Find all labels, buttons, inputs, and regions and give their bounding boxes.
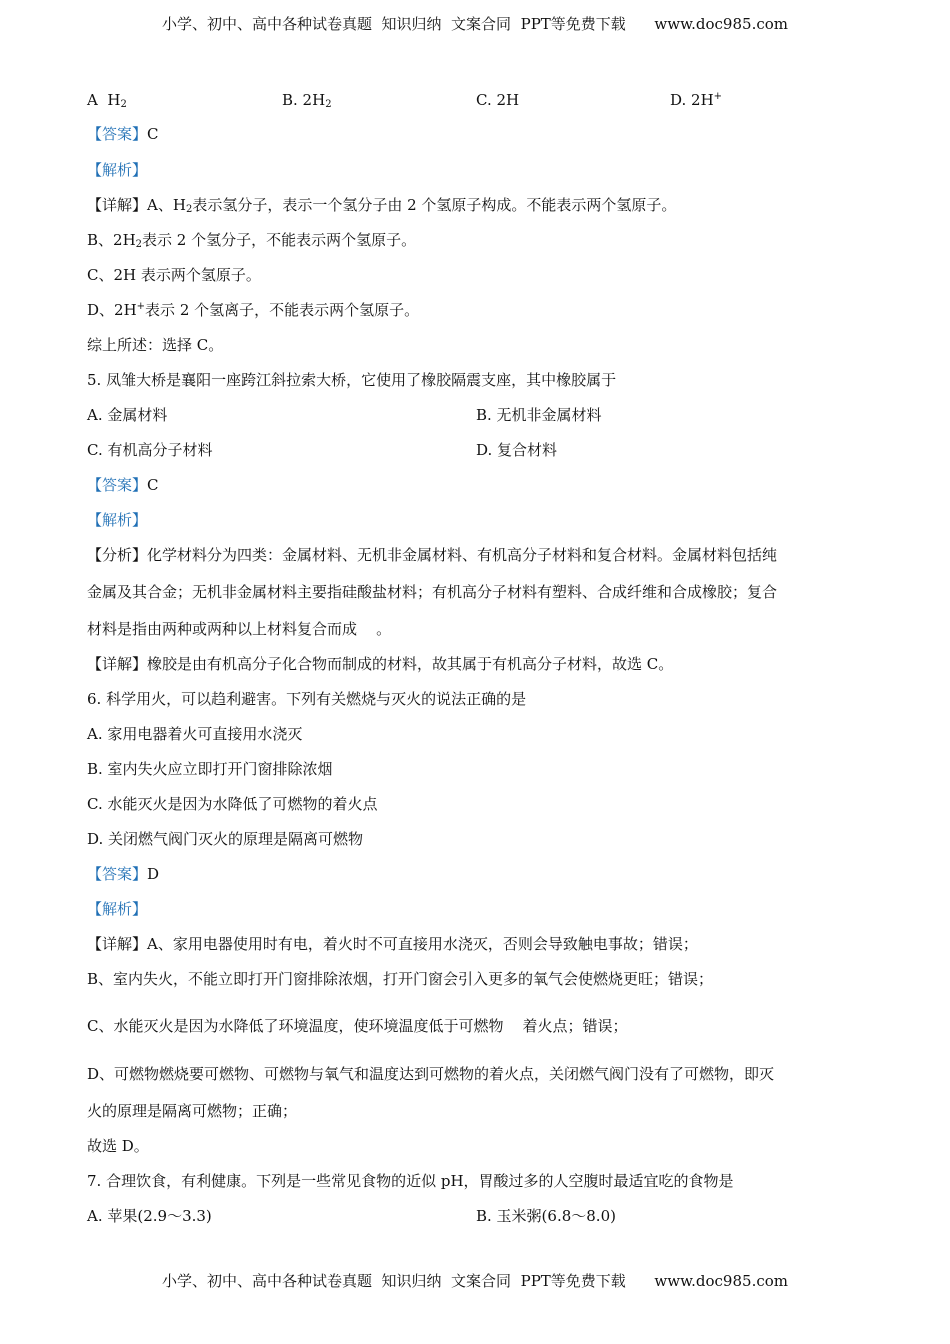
q5-option-c: C. 有机高分子材料 (87, 441, 213, 459)
q5-option-d: D. 复合材料 (476, 441, 558, 459)
q4-option-a-label: A H (87, 91, 121, 109)
q4-option-b-sub: 2 (325, 99, 332, 110)
q5-analysis-heading (87, 510, 147, 530)
q4-detail-c: C、2H 表示两个氢原子。 (87, 266, 261, 284)
detail-tag: 【详解】 (87, 196, 148, 214)
q6-detail-d2: 火的原理是隔离可燃物；正确； (87, 1102, 298, 1120)
q4-detail-d (87, 300, 419, 320)
answer-tag: 【答案】 (87, 476, 148, 494)
q5-detail-text: 橡胶是由有机高分子化合物而制成的材料，故其属于有机高分子材料，故选 C。 (147, 655, 674, 673)
analysis-tag: 【解析】 (87, 511, 148, 529)
q5-detail (87, 654, 673, 674)
page-footer: 小学、初中、高中各种试卷真题 知识归纳 文案合同 PPT等免费下载 www.doc985.com (161, 1272, 788, 1290)
analysis-tag: 【解析】 (87, 900, 148, 918)
q6-option-a: A. 家用电器着火可直接用水浇灭 (87, 725, 303, 743)
q4-detail-b-post: 表示 2 个氢分子，不能表示两个氢原子。 (142, 231, 417, 249)
q7-stem: 7. 合理饮食，有利健康。下列是一些常见食物的近似 pH，胃酸过多的人空腹时最适宜吃的食物是 (87, 1172, 734, 1190)
q4-option-d-sup: + (713, 91, 723, 102)
q5-analysis-1 (87, 545, 777, 565)
q4-option-d-label: D. 2H (670, 91, 714, 109)
q6-detail-d1: D、可燃物燃烧要可燃物、可燃物与氧气和温度达到可燃物的着火点，关闭燃气阀门没有了可燃物，即灭 (87, 1065, 775, 1083)
answer-tag: 【答案】 (87, 865, 148, 883)
q6-option-c: C. 水能灭火是因为水降低了可燃物的着火点 (87, 795, 378, 813)
q4-detail-b (87, 230, 416, 250)
q6-stem: 6. 科学用火，可以趋利避害。下列有关燃烧与灭火的说法正确的是 (87, 690, 527, 708)
q6-detail-a (87, 934, 698, 954)
q5-option-a: A. 金属材料 (87, 406, 168, 424)
q6-answer (87, 864, 159, 884)
analysis-tag: 【解析】 (87, 161, 148, 179)
q4-option-b-label: B. 2H (282, 91, 326, 109)
q6-detail-a-text: A、家用电器使用时有电，着火时不可直接用水浇灭，否则会导致触电事故；错误； (147, 935, 698, 953)
q4-analysis-heading (87, 160, 147, 180)
q7-option-a: A. 苹果(2.9～3.3) (87, 1207, 212, 1225)
fenxi-tag: 【分析】 (87, 546, 148, 564)
q5-analysis-1-text: 化学材料分为四类：金属材料、无机非金属材料、有机高分子材料和复合材料。金属材料包括纯 (147, 546, 778, 564)
q4-summary: 综上所述：选择 C。 (87, 336, 224, 354)
answer-tag: 【答案】 (87, 125, 148, 143)
q6-summary: 故选 D。 (87, 1137, 149, 1155)
q6-option-d: D. 关闭燃气阀门灭火的原理是隔离可燃物 (87, 830, 364, 848)
q4-option-a-sub: 2 (120, 99, 127, 110)
q5-analysis-2: 金属及其合金；无机非金属材料主要指硅酸盐材料；有机高分子材料有塑料、合成纤维和合成橡胶；复合 (87, 583, 778, 601)
q6-answer-value: D (147, 865, 160, 883)
q6-detail-b: B、室内失火，不能立即打开门窗排除浓烟，打开门窗会引入更多的氧气会使燃烧更旺；错误； (87, 970, 714, 988)
q4-detail-a-sub: 2 (185, 204, 193, 215)
q4-answer-value: C (147, 125, 159, 143)
q6-option-b: B. 室内失火应立即打开门窗排除浓烟 (87, 760, 333, 778)
q5-answer (87, 475, 159, 495)
q4-detail-d-pre: D、2H (87, 301, 137, 319)
detail-tag: 【详解】 (87, 935, 148, 953)
q4-option-b (282, 90, 332, 110)
q4-option-d (670, 90, 722, 110)
q5-analysis-3: 材料是指由两种或两种以上材料复合而成 。 (87, 620, 392, 638)
q7-option-b: B. 玉米粥(6.8～8.0) (476, 1207, 616, 1225)
q4-detail-a-post: 表示氢分子，表示一个氢分子由 2 个氢原子构成。不能表示两个氢原子。 (192, 196, 677, 214)
q4-option-c (476, 90, 519, 110)
page-header: 小学、初中、高中各种试卷真题 知识归纳 文案合同 PPT等免费下载 www.doc985.com (161, 15, 788, 33)
q4-option-a (87, 90, 127, 110)
q5-option-b: B. 无机非金属材料 (476, 406, 602, 424)
q4-detail-b-sub: 2 (135, 239, 143, 250)
q4-detail-d-post: 表示 2 个氢离子，不能表示两个氢原子。 (145, 301, 420, 319)
q4-answer (87, 124, 159, 144)
q4-detail-a-pre: A、H (147, 196, 186, 214)
detail-tag: 【详解】 (87, 655, 148, 673)
q5-answer-value: C (147, 476, 159, 494)
q4-detail-b-pre: B、2H (87, 231, 136, 249)
q4-detail-d-sup: + (136, 301, 146, 312)
q5-stem: 5. 凤雏大桥是襄阳一座跨江斜拉索大桥，它使用了橡胶隔震支座，其中橡胶属于 (87, 371, 617, 389)
q4-option-c-label: C. 2H (476, 91, 520, 109)
q6-analysis-heading (87, 899, 147, 919)
q4-detail-a (87, 195, 676, 215)
q6-detail-c: C、水能灭火是因为水降低了环境温度，使环境温度低于可燃物 着火点；错误； (87, 1017, 628, 1035)
